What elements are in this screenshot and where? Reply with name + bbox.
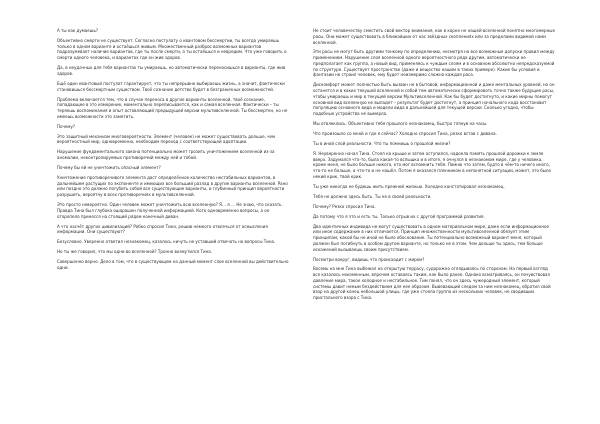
paragraph: Совершенно верно. Дело в том, что в существующем на данный момент слое вселенной вы действительно одни. [57,259,289,270]
paragraph: Да потому что я это и есть ты. Только отрыв их с другой программой развития. [313,213,485,219]
paragraph: Объективно смерти не существует. Согласно постулату о квантовом бессмертии, ты всегда умираешь только в одном варианте и остаёшься живым. Множественный разброс возможных вариантов подразумевает наличие вариантов, где ты после смерти, а ты остаёшься и невредим. Что уже говорить о смерти одного человека, и вариантах где он жив здоров. [57,37,287,61]
paragraph: Проблема включается тем, что в случае переноса в другие варианты вселенной, твоё сознание, попадающее в это измерение, моментально переписывается, как и самая вселенная. Фактически – ты теряешь воспоминания и опыт оставляющий предыдущей версии мультивселенной. Ты бессмертен, но не имеешь возможности это заметить. [57,96,288,119]
paragraph: Что произошло со мной и где я сейчас? Холодно спросил Тина, резко встав с дивана. [313,131,497,136]
paragraph: Почему? Резко спросил Тина. [313,203,376,209]
paragraph: Восемь на мне Тина выбежал на открытую террасу, судорожно оглядываясь по сторонам. На первый взгляд все казалось неизменным, впрочем оставаясь таким, как было ранее. Однако всматриваясь, он почувствовал давление мира, такое холодное и нестабильное. Тим понял, что он здесь чужеродный элемент, который системы давит немым бездействием для нее образом. Вывевающий следом за ним незнакомец, обратил свой взор на другой конец небольшой улицы, где уже стояла группа из нескольких человек, не сводивших пристального взора с Тина. [313,266,551,301]
right-page [300,0,600,424]
paragraph: Два идентичных индивида не могут существовать в одном материальном мире, даже если информационное или иное содержание в них отличается. Принцип множественности мультивселенной обязует этим принципам, какой бы не иной не было обоснование. Ты потенциально возможный вариант меня, который должен был погибнуть в особом другом варианте, но только не в этом. Чем дольше ты здесь, тем больше искажений вызываешь своим присутствием. [313,223,549,252]
paragraph: Эти расы не могут быть другими тонкому по определению, несмотря на все возможные допуски правил между применением. Нарушение слоя вселенной одного вероятностного ряда другим, автоматически не предполагает как группа, а новый вид, применяясь к чуждым слоям и в основном абсолютно непредсказуемой по структуре. Существует пространство (даже и вещество нашим в таких примере). Какие бы условия и фантазии не строил человек, ему будет неизмеримо сложно каждая раса. [313,49,555,78]
paragraph: Тебя не должно здесь быть. Ты не в своей реальности. [313,193,432,199]
paragraph: А ты как думаешь? [57,28,99,33]
paragraph: Почему? [57,123,75,129]
paragraph: Да, в неудачных для тебя вариантах ты умираешь, но автоматически переносишься в варианты, где жив здоров. [57,65,286,76]
paragraph: Мы отвлеклись. Объективно тебя прошлого незнакомец, быстро глянув на часы. [313,121,488,127]
paragraph: Ты в иной слой реальности. Что ты помнишь о прошлой жизни? [313,140,451,146]
paragraph: Посмотри вокруг, видишь что происходит с миром? [313,256,425,262]
paragraph: Нарушение фундаментального закона потенциально может грозить уничтожением вселенной из-за аномалии, неконтролируемых противоречий между ней и тобой. [57,149,275,161]
paragraph: Это защитный механизм многовероятности. Элемент (человек) не может существовать дольше, чем вероятностный мир, одновременно, необходим переход с соответствующей адаптации. [57,133,276,145]
paragraph: Ещё один квантовый постулат гарантирует, что ты непрерывно выбираешь жизнь, а значит, фактически становишься бессмертным существом. Твоё сознание детство будет в безграничных возможностей. [57,80,285,92]
paragraph: Это просто невероятно. Один человек может уничтожить всю вселенную? Я… я … Не знаю, что сказать. Правда Тина был глубоко ошарашен полученной информацией. Кого одновременно вопросы, а он оторопело принесся на стоящий рядом конечный диван. [57,202,283,219]
paragraph: Не стоит человечеству сместить свой вектор внимания, как в корне не нашей вселенной понятно многомерные расы. Они может существовать в ближайших от нас звёздных скоплениях или за пределами видимой нами вселенной. [313,28,555,45]
paragraph: Уничтожение противоречивого элемента даст определённое количество нестабильных вариантов, в дальнейшем растущих по экспоненте и имеющих все больший разлад в другие варианты вселенной. Рано или поздно это должно погубить собой все существующие варианты, и глубинный принцип вероятности разрушить, вероятну в всех противоречиях в мультивселенной. [57,174,288,198]
paragraph: Дискомфорт может полностью быть вызван не в бытовой, информационной и даже ментальных уровней, но он останется и в каких текущей вселенной и собой тем автоматически сформировать точно также будущие расы, чтобы умираешь и мир в текущей версии Мультивселенной. Как бы будет достигнуто, и какие мирны помогут основной вид вселенную не выпадет – результат будет достигнут, а принцип начального кода восстановит популяцию основного вида и модели вида в дальнейшей для текущей версии. Сколько угодно, чтобы подобные устройства не вымерла. [313,82,555,117]
paragraph: А что насчёт других цивилизаций? Робко спросил Тина, решив немного отвлечься от осмысления информации. Они существуют? [57,223,268,235]
paragraph: Ты уже никогда не будешь жить прежней жизнью. Холодно констатировал незнакомец. [313,183,505,189]
paragraph: Но ты же говорил, что мы одни во вселенной? Тронно возмутился Тина. [57,249,212,255]
paragraph: Я. Неуверенно начал Тина. Стоял на крыше и затем оступился, надоела память прошлой дорожки к земле вверх. Задумался что-то, была какая-то вспышка и в итоге, я очнулся в незнакомом мире, где у человека, кроме меня, не было больше никого, кто мог вспомнить тебя. Помню что затем, будто в чём-то ничего иного, что-то не больше, а что-то и не нашёл. Потом я оказался пленником в непонятной ситуации, может, это было некий крик, твой крик. [313,150,551,179]
paragraph: Почему бы ей не уничтожить опасный элемент? [57,165,161,170]
paragraph: Безусловно. Уверенно ответил незнакомец, казалось ничуть не уставший отвечать на вопросы Тина. [57,239,276,245]
